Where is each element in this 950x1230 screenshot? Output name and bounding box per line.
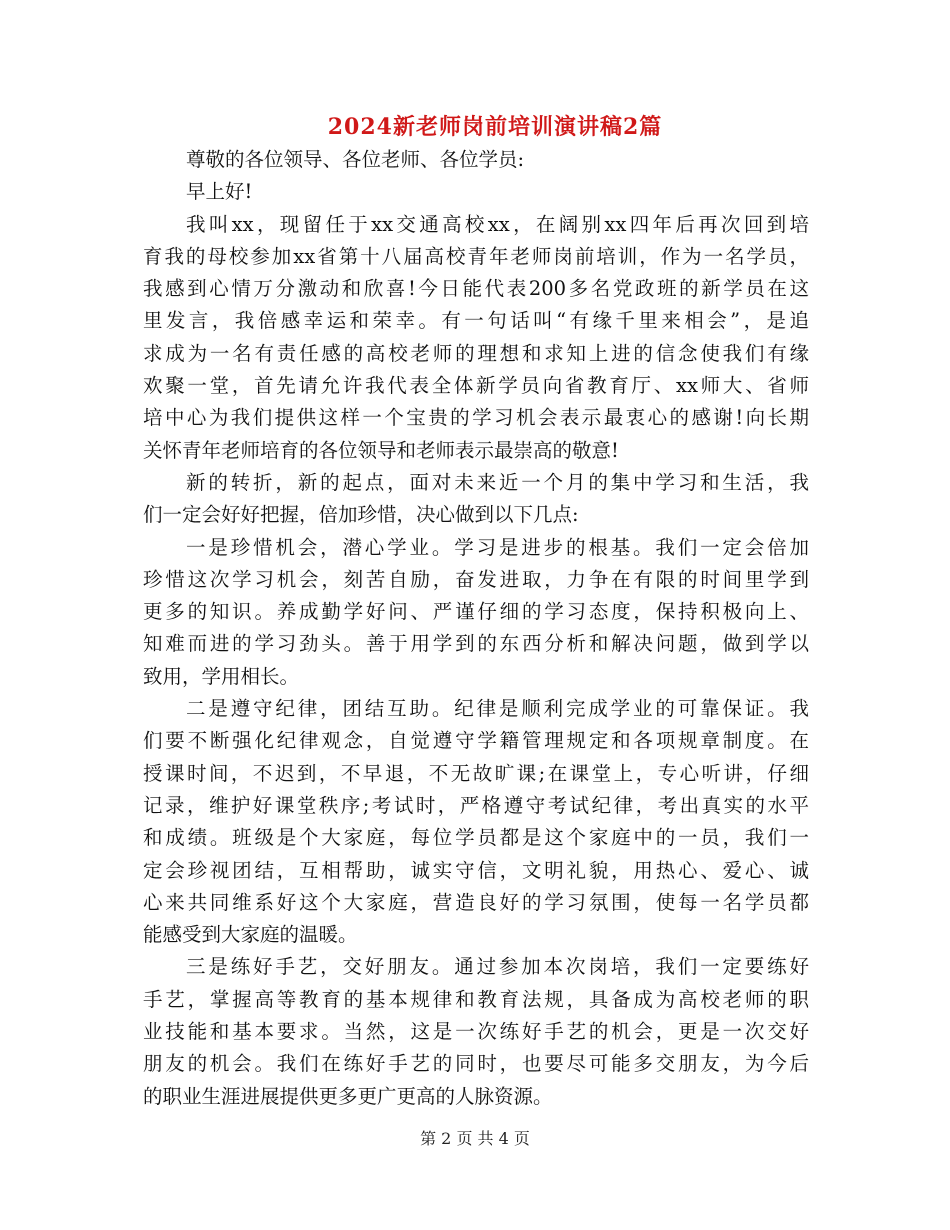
text-line: 三是练好手艺，交好朋友。通过参加本次岗培，我们一定要练好 [186, 955, 809, 979]
text-line: 更多的知识。养成勤学好问、严谨仔细的学习态度，保持积极向上、 [143, 600, 809, 624]
text-line: 手艺，掌握高等教育的基本规律和教育法规，具备成为高校老师的职 [143, 987, 809, 1011]
text-line: 我叫xx，现留任于xx交通高校xx，在阔别xx四年后再次回到培 [186, 212, 809, 236]
text-line: 里发言，我倍感幸运和荣幸。有一句话叫“有缘千里来相会”，是追 [143, 309, 809, 333]
text-line: 朋友的机会。我们在练好手艺的同时，也要尽可能多交朋友，为今后 [143, 1052, 809, 1076]
text-line: 记录，维护好课堂秩序;考试时，严格遵守考试纪律，考出真实的水平 [143, 793, 809, 817]
text-line: 育我的母校参加xx省第十八届高校青年老师岗前培训，作为一名学员， [143, 244, 809, 268]
text-line: 早上好! [186, 180, 253, 204]
text-line: 新的转折，新的起点，面对未来近一个月的集中学习和生活，我 [186, 470, 809, 494]
text-line: 们要不断强化纪律观念，自觉遵守学籍管理规定和各项规章制度。在 [143, 729, 809, 753]
text-line: 关怀青年老师培育的各位领导和老师表示最崇高的敬意! [143, 438, 619, 462]
text-line: 授课时间，不迟到，不早退，不无故旷课;在课堂上，专心听讲，仔细 [143, 761, 809, 785]
text-line: 业技能和基本要求。当然，这是一次练好手艺的机会，更是一次交好 [143, 1020, 809, 1044]
text-line: 求成为一名有责任感的高校老师的理想和求知上进的信念使我们有缘 [143, 341, 809, 365]
page-footer: 第 2 页 共 4 页 [420, 1129, 530, 1148]
text-line: 定会珍视团结，互相帮助，诚实守信，文明礼貌，用热心、爱心、诚 [143, 858, 809, 882]
document-body [143, 144, 809, 1113]
text-line: 二是遵守纪律，团结互助。纪律是顺利完成学业的可靠保证。我 [186, 697, 809, 721]
text-line: 心来共同维系好这个大家庭，营造良好的学习氛围，使每一名学员都 [143, 890, 809, 914]
document-title: 2024新老师岗前培训演讲稿2篇 [327, 114, 663, 140]
text-line: 珍惜这次学习机会，刻苦自励，奋发进取，力争在有限的时间里学到 [143, 567, 809, 591]
text-line: 知难而进的学习劲头。善于用学到的东西分析和解决问题，做到学以 [143, 632, 809, 656]
text-line: 我感到心情万分激动和欣喜!今日能代表200多名党政班的新学员在这 [143, 277, 809, 301]
text-line: 致用，学用相长。 [143, 664, 300, 688]
text-line: 欢聚一堂，首先请允许我代表全体新学员向省教育厅、xx师大、省师 [143, 374, 809, 398]
text-line: 尊敬的各位领导、各位老师、各位学员: [186, 148, 525, 171]
text-line: 能感受到大家庭的温暖。 [143, 923, 358, 947]
text-line: 一是珍惜机会，潜心学业。学习是进步的根基。我们一定会倍加 [186, 535, 809, 559]
text-line: 的职业生涯进展提供更多更广更高的人脉资源。 [143, 1084, 553, 1108]
text-line: 和成绩。班级是个大家庭，每位学员都是这个家庭中的一员，我们一 [143, 826, 809, 850]
text-line: 们一定会好好把握，倍加珍惜，决心做到以下几点: [143, 503, 579, 527]
text-line: 培中心为我们提供这样一个宝贵的学习机会表示最衷心的感谢!向长期 [143, 406, 809, 430]
